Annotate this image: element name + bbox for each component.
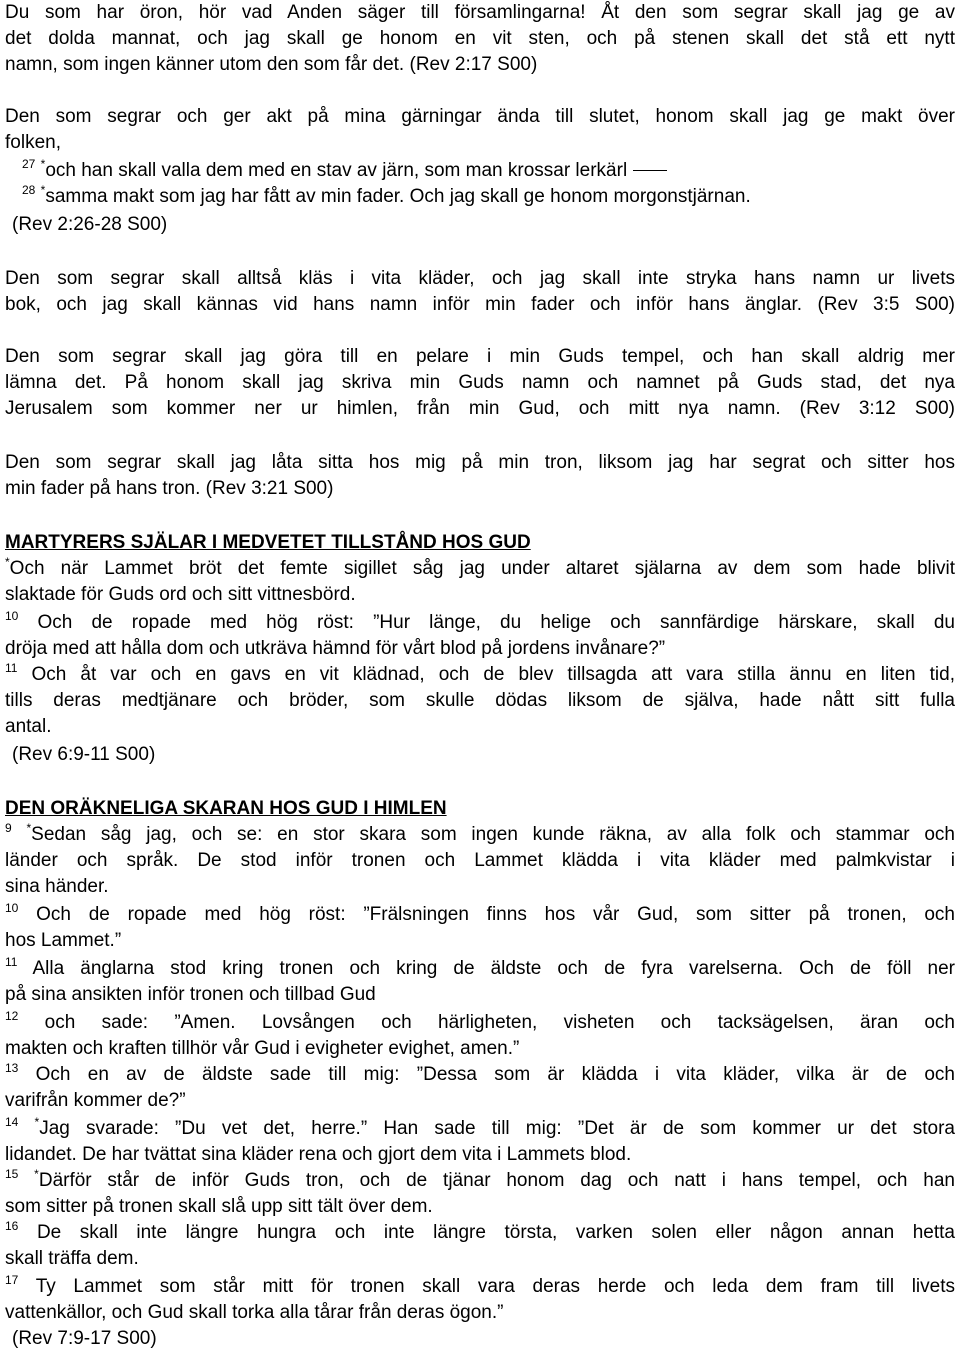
text-line: sina händer.: [5, 876, 109, 897]
text-line: Den som segrar skall jag göra till en pelare i min Guds tempel, och han skall aldrig mer: [5, 346, 955, 367]
verse-number: 28: [22, 183, 36, 197]
footnote-marker: *: [34, 1167, 39, 1181]
footnote-marker: *: [40, 183, 46, 197]
text-line: $^{11}$ Alla änglarna stod kring tronen och kring de äldste och de fyra varelserna. Och de föll ner: [5, 955, 956, 979]
text-line: på sina ansikten inför tronen och tillbad Gud: [5, 984, 376, 1005]
text-line: $^{17}$ Ty Lammet som står mitt för tronen skall vara deras herde och leda dem fram till livets: [5, 1273, 956, 1297]
text-line: $^9$ *Sedan såg jag, och se: en stor skara som ingen kunde räkna, av alla folk och stammar och: [5, 821, 956, 845]
verse-number: 10: [5, 901, 19, 915]
verse-number: 11: [5, 661, 18, 675]
text-line: hos Lammet.”: [5, 930, 122, 951]
text-line: Den som segrar skall alltså kläs i vita kläder, och jag skall inte stryka hans namn ur livets: [5, 268, 955, 289]
text-line: det dolda mannat, och jag skall ge honom en vit sten, och på stenen skall det stå ett nytt: [5, 28, 955, 49]
text-line: namn, som ingen känner utom den som får det. (Rev 2:17 S00): [5, 54, 538, 75]
text-line: makten och kraften tillhör vår Gud i evigheter evighet, amen.”: [5, 1038, 520, 1059]
verse-number: 12: [5, 1009, 19, 1023]
text-line: $^{27}$ *och han skall valla dem med en stav av järn, som man krossar lerkärl: [22, 160, 955, 184]
text-line: $^{13}$ Och en av de äldste sade till mig: ”Dessa som är klädda i vita kläder, vilka är de och: [5, 1061, 955, 1085]
verse-number: 11: [5, 955, 18, 969]
footnote-marker: *: [5, 555, 10, 569]
em-dash: [633, 170, 667, 172]
footnote-marker: *: [34, 1115, 40, 1129]
text-line: $^{28}$ *samma makt som jag har fått av min fader. Och jag skall ge honom morgonstjärnan.: [22, 183, 751, 207]
text-line: Jerusalem som kommer ner ur himlen, från min Gud, och mitt nya namn. (Rev 3:12 S00): [5, 398, 955, 419]
text-line: Den som segrar skall jag låta sitta hos mig på min tron, liksom jag har segrat och sitter hos: [5, 452, 955, 473]
text-line: lämna det. På honom skall jag skriva min Guds namn och namnet på Guds stad, det nya: [5, 372, 955, 393]
text-line: antal.: [5, 716, 52, 737]
text-line: $^{12}$ och sade: ”Amen. Lovsången och härligheten, visheten och tacksägelsen, äran och: [5, 1009, 955, 1033]
verse-number: 9: [5, 821, 12, 835]
text-line: *Och när Lammet bröt det femte sigillet såg jag under altaret själarna av dem som hade blivit: [5, 555, 955, 579]
text-line: $^{11}$ Och åt var och en gavs en vit klädnad, och de blev tillsagda att vara stilla ännu en liten tid,: [5, 661, 955, 685]
verse-number: 15: [5, 1167, 19, 1181]
text-line: $^{10}$ Och de ropade med hög röst: ”Hur länge, du helige och sannfärdige härskare, skall du: [5, 609, 956, 633]
text-line: min fader på hans tron. (Rev 3:21 S00): [5, 478, 334, 499]
scripture-reference: (Rev 6:9-11 S00): [12, 744, 156, 765]
verse-number: 16: [5, 1219, 19, 1233]
text-line: varifrån kommer de?”: [5, 1090, 186, 1111]
text-line: vattenkällor, och Gud skall torka alla tårar från deras ögon.”: [5, 1302, 504, 1323]
verse-number: 10: [5, 609, 19, 623]
verse-number: 17: [5, 1273, 19, 1287]
text-line: tills deras medtjänare och bröder, som skulle dödas liksom de själva, hade nått sitt fulla: [5, 690, 955, 711]
footnote-marker: *: [26, 821, 32, 835]
text-line: slaktade för Guds ord och sitt vittnesbörd.: [5, 584, 356, 605]
scripture-reference: (Rev 2:26-28 S00): [12, 214, 168, 235]
text-line: lidandet. De har tvättat sina kläder rena och gjort dem vita i Lammets blod.: [5, 1144, 632, 1165]
scripture-reference: (Rev 7:9-17 S00): [12, 1328, 157, 1349]
text-line: Den som segrar och ger akt på mina gärningar ända till slutet, honom skall jag ge makt över: [5, 106, 955, 127]
text-line: skall träffa dem.: [5, 1248, 139, 1269]
section-heading: MARTYRERS SJÄLAR I MEDVETET TILLSTÅND HOS GUD: [5, 532, 531, 553]
text-line: $^{14}$ *Jag svarade: ”Du vet det, herre.” Han sade till mig: ”Det är de som kommer ur det stora: [5, 1115, 955, 1139]
text-line: dröja med att hålla dom och utkräva hämnd för vårt blod på jordens invånare?”: [5, 638, 666, 659]
text-line: Du som har öron, hör vad Anden säger till församlingarna! Åt den som segrar skall jag ge av: [5, 2, 955, 23]
text-line: $^{10}$ Och de ropade med hög röst: ”Frälsningen finns hos vår Gud, som sitter på tronen, och: [5, 901, 955, 925]
verse-number: 13: [5, 1061, 19, 1075]
text-line: $^{16}$ De skall inte längre hungra och inte längre törsta, varken solen eller någon annan hetta: [5, 1219, 955, 1243]
footnote-marker: *: [40, 157, 46, 171]
text-line: $^{15}$ *Därför står de inför Guds tron, och de tjänar honom dag och natt i hans tempel, och han: [5, 1167, 955, 1191]
text-line: folken,: [5, 132, 61, 153]
verse-number: 14: [5, 1115, 19, 1129]
text-line: länder och språk. De stod inför tronen och Lammet klädda i vita kläder med palmkvistar i: [5, 850, 955, 871]
verse-number: 27: [22, 157, 36, 171]
text-line: bok, och jag skall kännas vid hans namn inför min fader och inför hans änglar. (Rev 3:5 S00): [5, 294, 955, 315]
section-heading: DEN ORÄKNELIGA SKARAN HOS GUD I HIMLEN: [5, 798, 447, 819]
text-line: som sitter på tronen skall slå upp sitt tält över dem.: [5, 1196, 433, 1217]
